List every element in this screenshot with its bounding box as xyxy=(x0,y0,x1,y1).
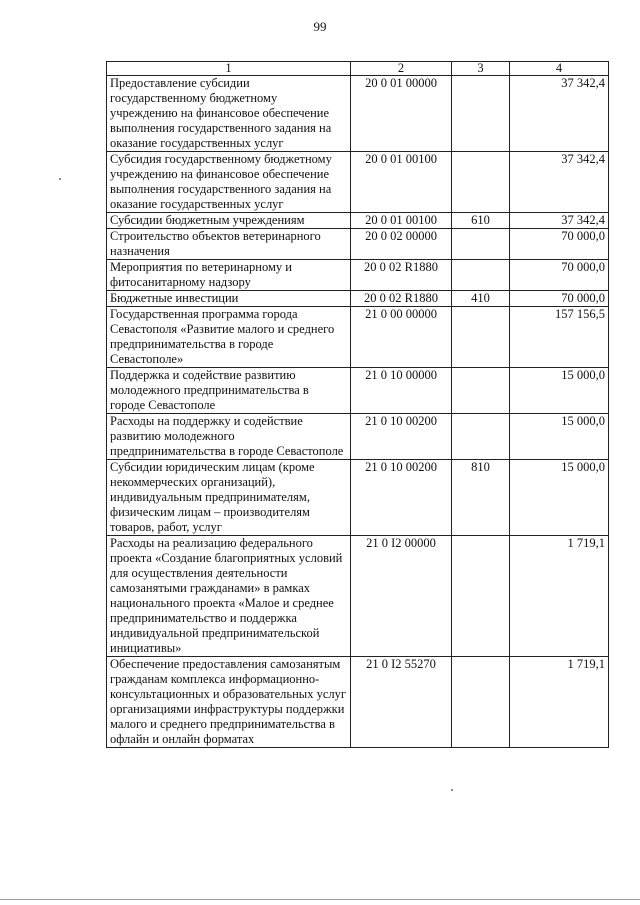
row-type xyxy=(452,152,510,213)
row-name: Субсидия государственному бюджетному учреждению на финансовое обеспечение выполнения государственного задания на оказание государственных услуг xyxy=(107,152,351,213)
row-type xyxy=(452,414,510,460)
row-name: Обеспечение предоставления самозанятым гражданам комплекса информационно-консультационных и образовательных услуг организациями инфраструктуры поддержки малого и среднего предпринимательства в офлайн и онлайн форматах xyxy=(107,657,351,748)
table-row xyxy=(107,657,609,748)
row-amount: 37 342,4 xyxy=(510,152,609,213)
row-type xyxy=(452,76,510,152)
row-code: 20 0 01 00100 xyxy=(351,213,452,229)
row-amount: 15 000,0 xyxy=(510,368,609,414)
table-row xyxy=(107,536,609,657)
row-name: Поддержка и содействие развитию молодежного предпринимательства в городе Севастополе xyxy=(107,368,351,414)
row-amount: 157 156,5 xyxy=(510,307,609,368)
row-type xyxy=(452,229,510,260)
table-row xyxy=(107,76,609,152)
row-amount: 15 000,0 xyxy=(510,460,609,536)
header-col-1: 1 xyxy=(107,62,351,76)
budget-table xyxy=(106,61,609,748)
row-amount: 70 000,0 xyxy=(510,260,609,291)
table-row xyxy=(107,414,609,460)
row-name: Строительство объектов ветеринарного назначения xyxy=(107,229,351,260)
table-row xyxy=(107,368,609,414)
row-name: Расходы на поддержку и содействие развитию молодежного предпринимательства в городе Севастополе xyxy=(107,414,351,460)
row-code: 21 0 00 00000 xyxy=(351,307,452,368)
scan-speck xyxy=(59,178,61,180)
row-name: Предоставление субсидии государственному бюджетному учреждению на финансовое обеспечение выполнения государственного задания на оказание государственных услуг xyxy=(107,76,351,152)
row-name: Мероприятия по ветеринарному и фитосанитарному надзору xyxy=(107,260,351,291)
row-amount: 70 000,0 xyxy=(510,291,609,307)
row-type xyxy=(452,657,510,748)
row-amount: 70 000,0 xyxy=(510,229,609,260)
row-code: 21 0 10 00200 xyxy=(351,414,452,460)
row-code: 20 0 02 00000 xyxy=(351,229,452,260)
row-name: Государственная программа города Севастополя «Развитие малого и среднего предпринимательства в городе Севастополе» xyxy=(107,307,351,368)
row-code: 20 0 01 00000 xyxy=(351,76,452,152)
row-code: 20 0 01 00100 xyxy=(351,152,452,213)
row-amount: 1 719,1 xyxy=(510,657,609,748)
row-type xyxy=(452,536,510,657)
row-type: 610 xyxy=(452,213,510,229)
row-code: 21 0 10 00000 xyxy=(351,368,452,414)
row-type xyxy=(452,368,510,414)
scan-edge-line xyxy=(0,899,640,900)
row-name: Субсидии юридическим лицам (кроме некоммерческих организаций), индивидуальным предпринимателям, физическим лицам – производителям товаров, работ, услуг xyxy=(107,460,351,536)
table-row xyxy=(107,152,609,213)
page-number: 99 xyxy=(313,19,327,34)
row-amount: 37 342,4 xyxy=(510,213,609,229)
row-type xyxy=(452,260,510,291)
row-name: Субсидии бюджетным учреждениям xyxy=(107,213,351,229)
row-type: 810 xyxy=(452,460,510,536)
scan-speck xyxy=(451,789,453,791)
table-row xyxy=(107,307,609,368)
row-code: 21 0 I2 55270 xyxy=(351,657,452,748)
header-col-2: 2 xyxy=(351,62,452,76)
table-header-row xyxy=(107,62,609,76)
row-code: 20 0 02 R1880 xyxy=(351,291,452,307)
table-row xyxy=(107,291,609,307)
row-name: Расходы на реализацию федерального проекта «Создание благоприятных условий для осуществления деятельности самозанятыми гражданами» в рамках национального проекта «Малое и среднее предпринимательство и поддержка индивидуальной предпринимательской инициативы» xyxy=(107,536,351,657)
table-row xyxy=(107,229,609,260)
row-code: 21 0 10 00200 xyxy=(351,460,452,536)
row-code: 20 0 02 R1880 xyxy=(351,260,452,291)
row-name: Бюджетные инвестиции xyxy=(107,291,351,307)
header-col-4: 4 xyxy=(510,62,609,76)
row-type: 410 xyxy=(452,291,510,307)
row-amount: 15 000,0 xyxy=(510,414,609,460)
row-amount: 1 719,1 xyxy=(510,536,609,657)
header-col-3: 3 xyxy=(452,62,510,76)
table-row xyxy=(107,213,609,229)
row-code: 21 0 I2 00000 xyxy=(351,536,452,657)
table-row xyxy=(107,260,609,291)
table-row xyxy=(107,460,609,536)
row-type xyxy=(452,307,510,368)
row-amount: 37 342,4 xyxy=(510,76,609,152)
